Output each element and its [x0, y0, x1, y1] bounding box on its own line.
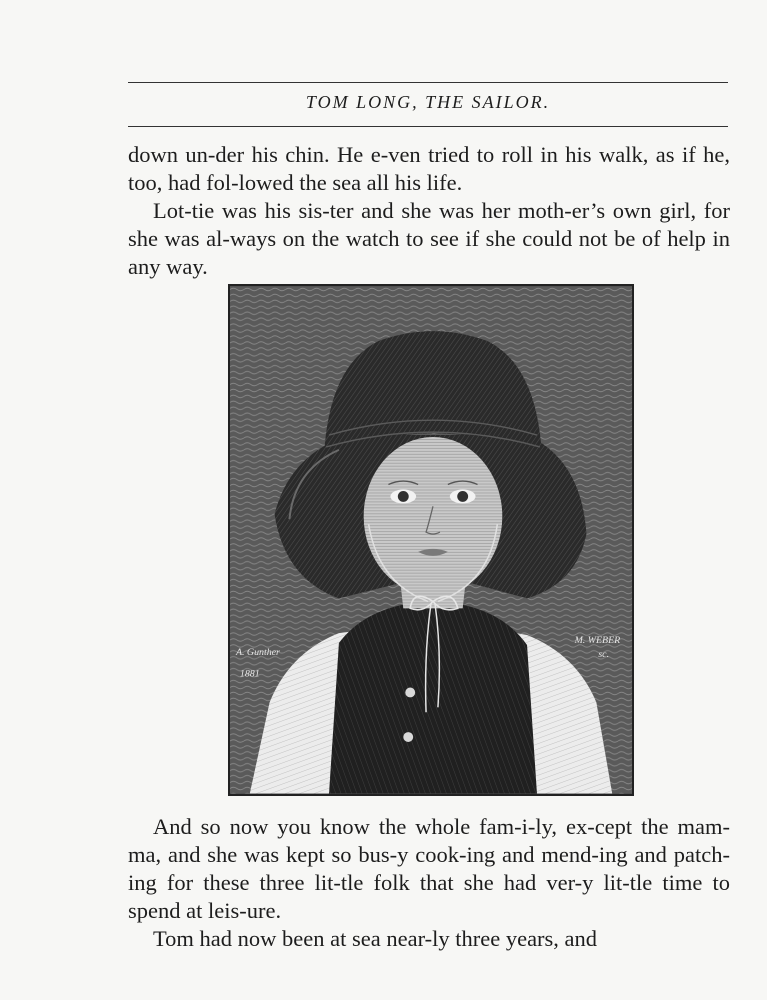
signature-left: A. Gunther: [235, 646, 280, 658]
paragraph-lottie: Lot-tie was his sis-ter and she was her moth-er’s own girl, for she was al-ways on the watch to see if she could not be of help in any way.: [128, 198, 730, 279]
illustration-child-portrait: [228, 284, 634, 796]
signature-right: M. WEBER: [574, 634, 621, 646]
header-rule-bottom: [128, 126, 728, 127]
header-rule-top: [128, 82, 728, 83]
text-block-top: [128, 141, 730, 281]
paragraph-family: And so now you know the whole fam-i-ly, ex-cept the mam-ma, and she was kept so bus-y cook-ing and mend-ing and patch-ing for these three lit-tle folk that she had ver-y lit-tle time to spend at leis-ure.: [128, 814, 730, 923]
running-head: TOM LONG, THE SAILOR.: [305, 92, 551, 112]
text-block-bottom: [128, 813, 730, 953]
paragraph-tom-at-sea: Tom had now been at sea near-ly three years, and: [153, 926, 598, 951]
signature-left-year: 1881: [239, 668, 260, 680]
signature-right-sub: sc.: [598, 648, 610, 660]
paragraph-continuation: down un-der his chin. He e-ven tried to roll in his walk, as if he, too, had fol-lowed the sea all his life.: [128, 142, 730, 195]
portrait-engraving: [230, 286, 632, 794]
